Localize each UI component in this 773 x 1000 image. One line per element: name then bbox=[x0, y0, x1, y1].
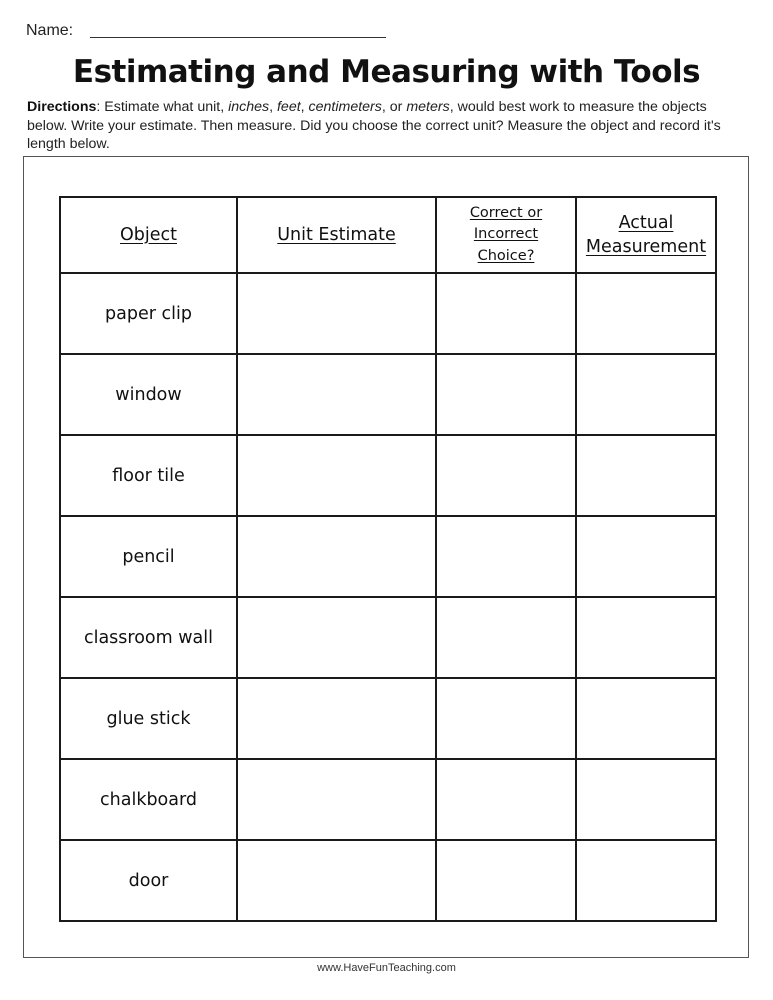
unit-estimate-cell[interactable] bbox=[237, 273, 436, 354]
table-row bbox=[60, 678, 716, 759]
table-row bbox=[60, 435, 716, 516]
unit-estimate-cell[interactable] bbox=[237, 759, 436, 840]
actual-measurement-cell[interactable] bbox=[576, 273, 716, 354]
object-cell bbox=[60, 273, 237, 354]
header-unit-estimate bbox=[237, 197, 436, 273]
unit-meters: meters bbox=[406, 99, 450, 115]
header-unit-estimate-label: Unit Estimate bbox=[277, 225, 396, 245]
object-cell bbox=[60, 759, 237, 840]
actual-measurement-cell[interactable] bbox=[576, 354, 716, 435]
table-row bbox=[60, 354, 716, 435]
table-row bbox=[60, 597, 716, 678]
object-cell bbox=[60, 435, 237, 516]
object-cell bbox=[60, 597, 237, 678]
object-name: glue stick bbox=[106, 708, 191, 729]
correct-choice-cell[interactable] bbox=[436, 435, 576, 516]
table-row bbox=[60, 273, 716, 354]
object-name: window bbox=[115, 384, 182, 405]
actual-measurement-cell[interactable] bbox=[576, 516, 716, 597]
unit-estimate-cell[interactable] bbox=[237, 516, 436, 597]
directions-text-2: , would best work to measure the objects below. Write your estimate. Then measure. Did you choose the correct unit? Measure the object and record it's length below. bbox=[27, 99, 721, 152]
header-object-label: Object bbox=[120, 225, 177, 245]
unit-estimate-cell[interactable] bbox=[237, 597, 436, 678]
header-correct-line2: Incorrect bbox=[473, 226, 539, 243]
unit-estimate-cell[interactable] bbox=[237, 678, 436, 759]
unit-feet: feet bbox=[276, 99, 301, 115]
header-correct-choice bbox=[436, 197, 576, 273]
actual-measurement-cell[interactable] bbox=[576, 678, 716, 759]
unit-centimeters: centimeters bbox=[308, 99, 382, 115]
object-name: door bbox=[128, 870, 169, 891]
name-line[interactable] bbox=[90, 37, 386, 38]
measurement-table bbox=[59, 196, 717, 922]
actual-measurement-cell[interactable] bbox=[576, 435, 716, 516]
actual-measurement-cell[interactable] bbox=[576, 840, 716, 921]
unit-estimate-cell[interactable] bbox=[237, 354, 436, 435]
header-object bbox=[60, 197, 237, 273]
object-cell bbox=[60, 516, 237, 597]
object-name: pencil bbox=[122, 546, 175, 567]
object-name: floor tile bbox=[112, 465, 185, 486]
directions-text-1: : Estimate what unit, bbox=[96, 99, 229, 115]
actual-measurement-cell[interactable] bbox=[576, 597, 716, 678]
directions-sep-3: , or bbox=[381, 99, 407, 115]
header-actual-measurement bbox=[576, 197, 716, 273]
unit-inches: inches bbox=[228, 99, 270, 115]
table-row bbox=[60, 516, 716, 597]
actual-measurement-cell[interactable] bbox=[576, 759, 716, 840]
footer-url: www.HaveFunTeaching.com bbox=[317, 962, 456, 974]
directions-label: Directions bbox=[27, 99, 97, 115]
header-correct-line3: Choice? bbox=[477, 247, 535, 264]
page-title: Estimating and Measuring with Tools bbox=[72, 54, 701, 90]
directions-sep-2: , bbox=[300, 99, 309, 115]
unit-estimate-cell[interactable] bbox=[237, 435, 436, 516]
object-name: chalkboard bbox=[100, 789, 197, 810]
correct-choice-cell[interactable] bbox=[436, 759, 576, 840]
directions-sep-1: , bbox=[269, 99, 277, 115]
correct-choice-cell[interactable] bbox=[436, 678, 576, 759]
name-label: Name: bbox=[26, 22, 74, 39]
correct-choice-cell[interactable] bbox=[436, 840, 576, 921]
correct-choice-cell[interactable] bbox=[436, 273, 576, 354]
object-cell bbox=[60, 678, 237, 759]
unit-estimate-cell[interactable] bbox=[237, 840, 436, 921]
table-row bbox=[60, 840, 716, 921]
header-actual-line2: Measurement bbox=[585, 237, 707, 257]
correct-choice-cell[interactable] bbox=[436, 354, 576, 435]
header-actual-line1: Actual bbox=[618, 213, 674, 233]
table-row bbox=[60, 759, 716, 840]
object-cell bbox=[60, 354, 237, 435]
correct-choice-cell[interactable] bbox=[436, 516, 576, 597]
object-name: paper clip bbox=[105, 303, 192, 324]
table-header-row bbox=[60, 197, 716, 273]
correct-choice-cell[interactable] bbox=[436, 597, 576, 678]
header-correct-line1: Correct or bbox=[469, 204, 543, 221]
object-cell bbox=[60, 840, 237, 921]
directions bbox=[27, 98, 747, 154]
object-name: classroom wall bbox=[83, 627, 214, 648]
